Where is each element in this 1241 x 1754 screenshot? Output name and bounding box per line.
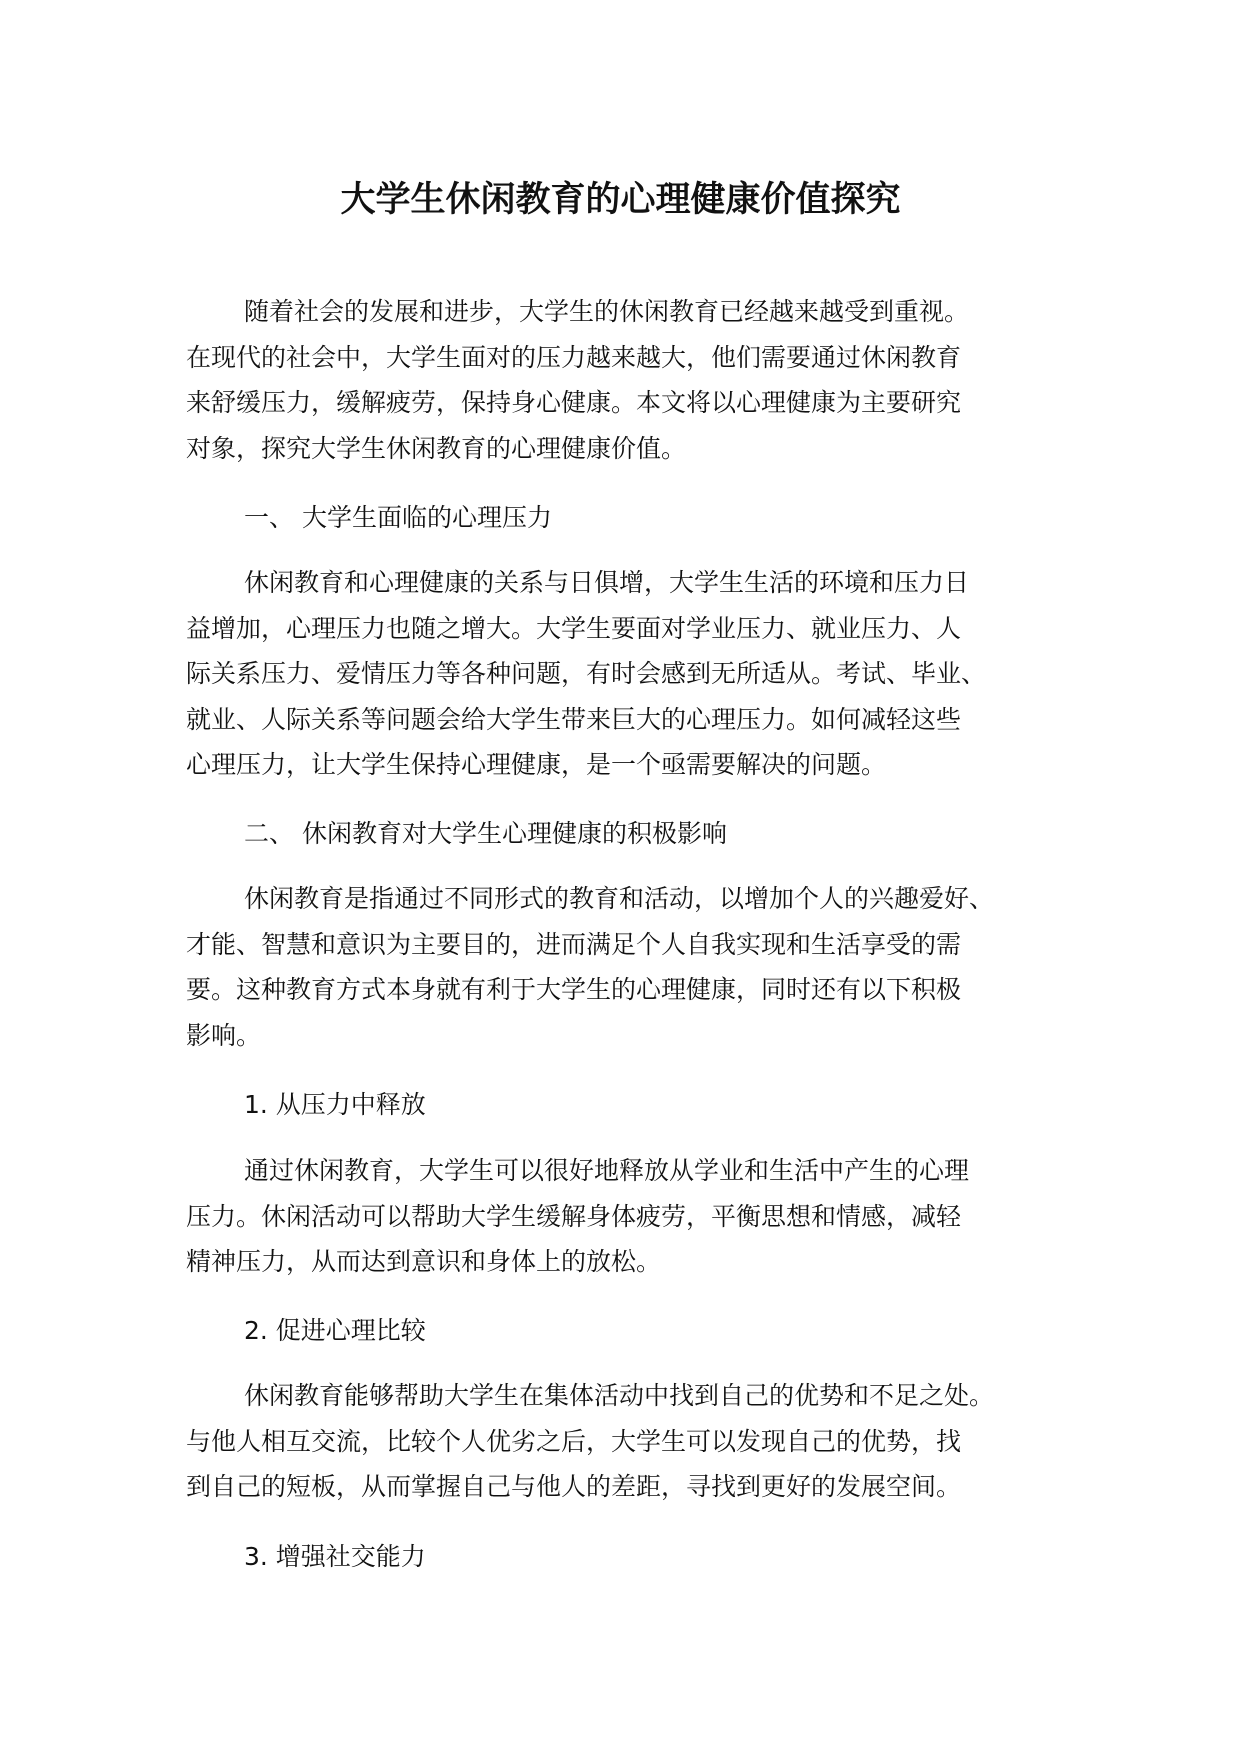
- item-2-paragraph: [186, 1373, 994, 1510]
- intro-paragraph: [186, 289, 969, 471]
- section-heading-1: 一、 大学生面临的心理压力: [244, 503, 552, 532]
- item-heading-2: 2. 促进心理比较: [244, 1316, 426, 1345]
- paragraph-line: 压力。休闲活动可以帮助大学生缓解身体疲劳，平衡思想和情感，减轻: [186, 1201, 962, 1231]
- section-heading-2: 二、 休闲教育对大学生心理健康的积极影响: [244, 819, 727, 848]
- section-2-paragraph: [186, 876, 994, 1058]
- section-1-paragraph: [186, 560, 986, 788]
- paragraph-line: 就业、人际关系等问题会给大学生带来巨大的心理压力。如何减轻这些: [186, 704, 962, 734]
- paragraph-line: 影响。: [186, 1020, 262, 1050]
- paragraph-line: 对象，探究大学生休闲教育的心理健康价值。: [186, 433, 687, 463]
- paragraph-line: 随着社会的发展和进步，大学生的休闲教育已经越来越受到重视。: [244, 297, 970, 326]
- paragraph-line: 益增加，心理压力也随之增大。大学生要面对学业压力、就业压力、人: [186, 613, 962, 643]
- paragraph-line: 心理压力，让大学生保持心理健康，是一个亟需要解决的问题。: [186, 750, 887, 779]
- paragraph-line: 要。这种教育方式本身就有利于大学生的心理健康，同时还有以下积极: [186, 975, 962, 1004]
- item-heading-1: 1. 从压力中释放: [244, 1090, 426, 1119]
- paragraph-line: 休闲教育和心理健康的关系与日俱增，大学生生活的环境和压力日: [244, 568, 970, 597]
- paragraph-line: 才能、智慧和意识为主要目的，进而满足个人自我实现和生活享受的需: [186, 929, 962, 959]
- document-title: 大学生休闲教育的心理健康价值探究: [340, 180, 901, 220]
- paragraph-line: 来舒缓压力，缓解疲劳，保持身心健康。本文将以心理健康为主要研究: [186, 388, 962, 417]
- paragraph-line: 通过休闲教育，大学生可以很好地释放从学业和生活中产生的心理: [244, 1156, 970, 1185]
- paragraph-line: 到自己的短板，从而掌握自己与他人的差距，寻找到更好的发展空间。: [186, 1472, 962, 1501]
- item-1-paragraph: [186, 1148, 969, 1285]
- paragraph-line: 休闲教育能够帮助大学生在集体活动中找到自己的优势和不足之处。: [244, 1381, 995, 1410]
- paragraph-line: 际关系压力、爱情压力等各种问题，有时会感到无所适从。考试、毕业、: [186, 659, 987, 688]
- paragraph-line: 休闲教育是指通过不同形式的教育和活动，以增加个人的兴趣爱好、: [244, 884, 995, 913]
- paragraph-line: 与他人相互交流，比较个人优劣之后，大学生可以发现自己的优势，找: [186, 1426, 962, 1456]
- paragraph-line: 在现代的社会中，大学生面对的压力越来越大，他们需要通过休闲教育: [186, 342, 962, 372]
- paragraph-line: 精神压力，从而达到意识和身体上的放松。: [186, 1247, 662, 1276]
- item-heading-3: 3. 增强社交能力: [244, 1542, 426, 1571]
